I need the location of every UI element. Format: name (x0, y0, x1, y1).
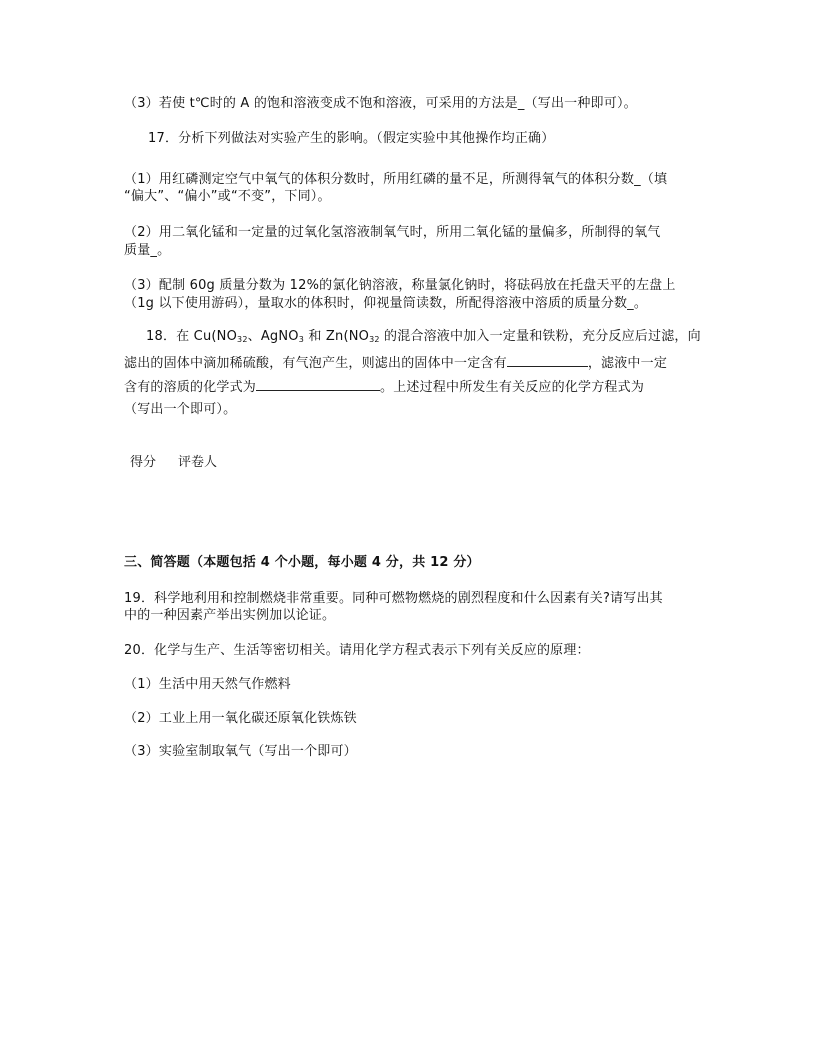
q20-title: 20．化学与生产、生活等密切相关。请用化学方程式表示下列有关反应的原理： (124, 643, 590, 658)
q18-text: 、AgNO (247, 329, 299, 344)
subscript: 2 (374, 335, 380, 344)
q16-part3-text: （3）若使 t℃时的 A 的饱和溶液变成不饱和溶液，可采用的方法是_（写出一种即可）。 (124, 96, 637, 111)
q17-title: 17．分析下列做法对实验产生的影响。（假定实验中其他操作均正确） (148, 131, 555, 146)
q18-text: 和 Zn(NO (304, 329, 370, 344)
q18-text: 含有的溶质的化学式为 (124, 380, 257, 395)
q20-part2: （2）工业上用一氧化碳还原氧化铁炼铁 (124, 711, 357, 726)
q18-line3 (124, 377, 644, 397)
q20-part3: （3）实验室制取氧气（写出一个即可） (124, 744, 357, 759)
q20-part1: （1）生活中用天然气作燃料 (124, 677, 291, 692)
q17-part2-line2: 质量_。 (124, 243, 171, 258)
q18-text: 的混合溶液中加入一定量和铁粉，充分反应后过滤，向 (379, 329, 701, 344)
subscript: 3 (298, 335, 305, 344)
q17-part3-line2: （1g 以下使用游码），量取水的体积时，仰视量筒读数，所配得溶液中溶质的质量分数_。 (124, 296, 648, 311)
q18-line1 (146, 328, 701, 349)
q17-part1-line2: “偏大”、“偏小”或“不变”，下同）。 (124, 189, 331, 204)
q17-part3-line1: （3）配制 60g 质量分数为 12%的氯化钠溶液，称量氯化钠时，将砝码放在托盘天平的左盘上 (124, 278, 676, 293)
q19-line1: 19．科学地利用和控制燃烧非常重要。同种可燃物燃烧的剧烈程度和什么因素有关?请写出其 (124, 591, 663, 606)
q17-part2-line1: （2）用二氧化锰和一定量的过氧化氢溶液制氧气时，所用二氧化锰的量偏多，所制得的氧气 (124, 225, 661, 240)
section-heading: 三、简答题（本题包括 4 个小题，每小题 4 分，共 12 分） (124, 555, 480, 570)
answer-blank[interactable] (507, 353, 588, 367)
score-label: 得分 (130, 455, 157, 470)
q17-part1-line1: （1）用红磷测定空气中氧气的体积分数时，所用红磷的量不足，所测得氧气的体积分数_（填 (124, 172, 668, 187)
q18-text: ，滤液中一定 (587, 356, 668, 371)
grader-label: 评卷人 (178, 455, 218, 470)
q18-text: 。上述过程中所发生有关反应的化学方程式为 (380, 380, 645, 395)
q18-line2 (124, 353, 667, 373)
q19-line2: 中的一种因素产举出实例加以论证。 (124, 608, 336, 623)
subscript: 3 (369, 335, 375, 344)
subscript: 3 (237, 335, 243, 344)
q18-text: 18．在 Cu(NO (146, 329, 238, 344)
q18-text: 滤出的固体中滴加稀硫酸，有气泡产生，则滤出的固体中一定含有 (124, 356, 507, 371)
subscript: 2 (242, 335, 248, 344)
answer-blank[interactable] (256, 377, 380, 391)
q18-line4: （写出一个即可）。 (124, 402, 237, 417)
